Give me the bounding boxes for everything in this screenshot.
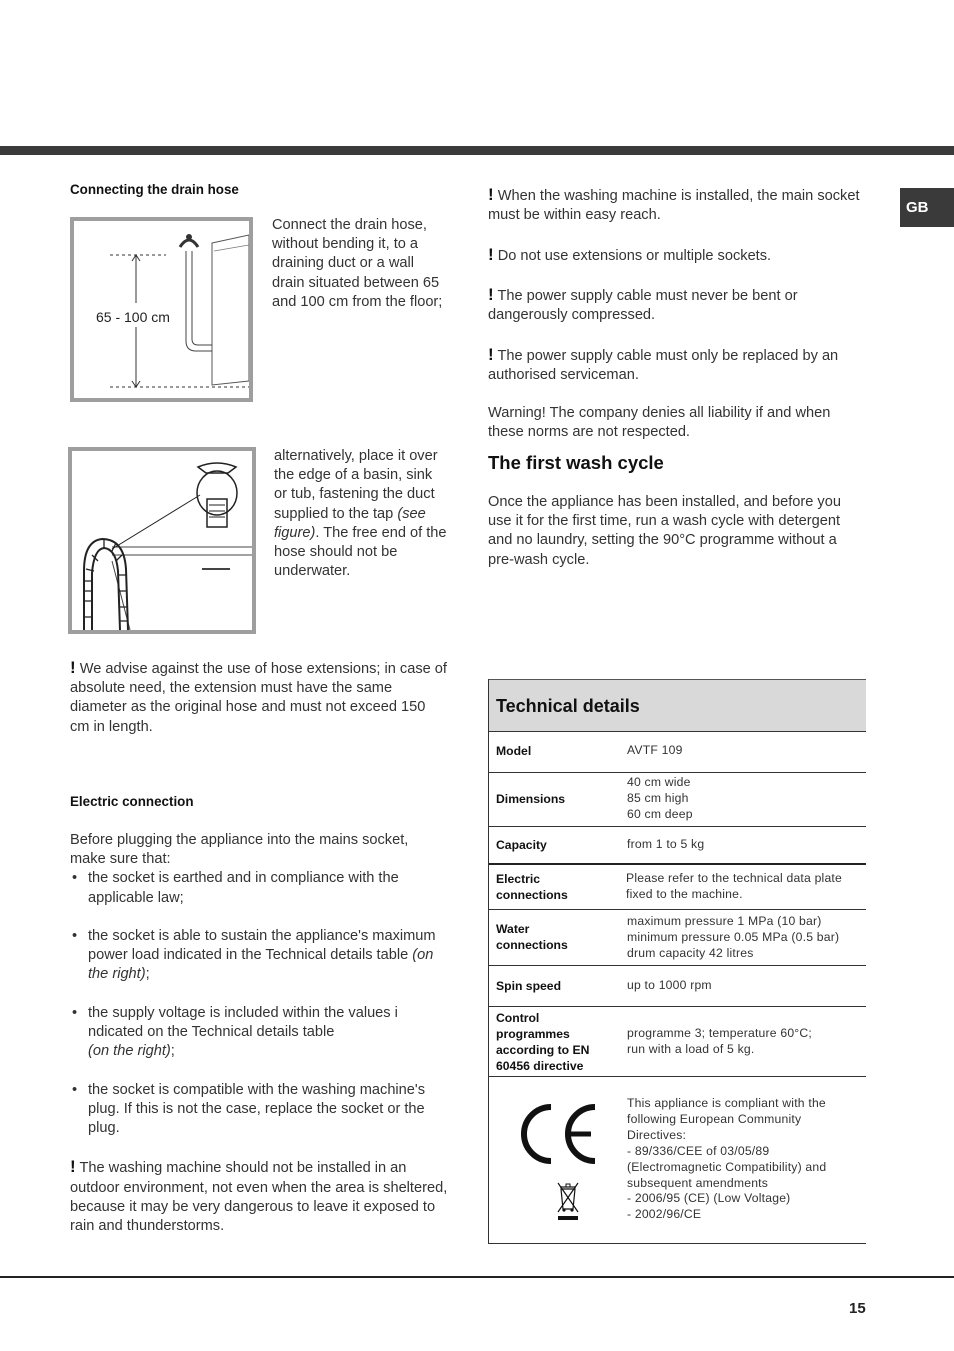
drain-heading: Connecting the drain hose bbox=[70, 182, 239, 197]
table-row-model bbox=[489, 732, 866, 773]
value-line: - 2002/96/CE bbox=[627, 1207, 702, 1222]
first-wash-text: Once the appliance has been installed, and before you use it for the first time, run a wash cycle with detergent and no laundry, setting the 90°C programme without a pre-wash cycle. bbox=[488, 494, 841, 568]
drain-duct-figure bbox=[70, 217, 253, 402]
value-line: minimum pressure 0.05 MPa (0.5 bar) bbox=[627, 929, 840, 944]
warning-mark: ! bbox=[488, 185, 494, 204]
hose-extension-warning-text: We advise against the use of hose extensions; in case of absolute need, the extension must have the same diameter as the original hose and must not exceed 150 cm in length. bbox=[70, 661, 447, 735]
row-label bbox=[496, 921, 611, 953]
safety-note-text: When the washing machine is installed, the main socket must be within easy reach. bbox=[488, 188, 860, 224]
row-value bbox=[627, 775, 862, 822]
first-wash-heading: The first wash cycle bbox=[488, 452, 664, 473]
row-value bbox=[627, 1026, 862, 1058]
outdoor-warning bbox=[70, 1157, 448, 1236]
safety-note bbox=[488, 285, 864, 325]
row-label: Model bbox=[496, 744, 532, 758]
drain-paragraph-2-end: . The free end of the hose should not be underwater. bbox=[274, 524, 447, 580]
safety-note-text: The power supply cable must never be bent or dangerously compressed. bbox=[488, 287, 798, 324]
checklist-item bbox=[70, 1004, 448, 1062]
row-value: AVTF 109 bbox=[627, 743, 683, 757]
see-figure-note: (see figure) bbox=[274, 505, 426, 541]
safety-note bbox=[488, 185, 864, 225]
hose-extension-warning bbox=[70, 658, 448, 737]
checklist-item: • the socket is compatible with the washing machine's plug. If this is not the case, replace the socket or the plug. bbox=[70, 1081, 448, 1139]
on-the-right-note: (on the right) bbox=[88, 1043, 171, 1060]
row-value: from 1 to 5 kg bbox=[627, 837, 705, 851]
outdoor-warning-text: The washing machine should not be installed in an outdoor environment, not even when the area is sheltered, because it may be very dangerous to leave it exposed to rain and thunderstorms. bbox=[70, 1160, 448, 1234]
row-label: Capacity bbox=[496, 838, 547, 852]
row-label bbox=[496, 1010, 611, 1074]
top-bar bbox=[0, 146, 954, 155]
value-line: (Electromagnetic Compatibility) and bbox=[627, 1159, 827, 1174]
electric-section bbox=[70, 831, 448, 1236]
value-line: Directives: bbox=[627, 1127, 687, 1142]
label-line: Electric bbox=[496, 872, 541, 886]
label-line: programmes bbox=[496, 1027, 570, 1041]
value-line: fixed to the machine. bbox=[626, 886, 743, 901]
checklist-item-text: the socket is able to sustain the appliance's maximum power load indicated in the Technical details table bbox=[88, 928, 436, 964]
value-line: 60 cm deep bbox=[627, 806, 693, 821]
height-range-label: 65 - 100 cm bbox=[96, 309, 170, 325]
value-line: subsequent amendments bbox=[627, 1175, 769, 1190]
row-value bbox=[626, 871, 861, 903]
drain-paragraph-2 bbox=[274, 447, 448, 581]
row-label: Spin speed bbox=[496, 979, 562, 993]
label-line: according to EN bbox=[496, 1043, 590, 1057]
page-number: 15 bbox=[849, 1300, 866, 1317]
table-row-control bbox=[489, 1007, 866, 1077]
warning-mark: ! bbox=[488, 244, 494, 264]
warning-mark: ! bbox=[488, 344, 494, 364]
safety-note bbox=[488, 245, 864, 266]
value-line: 40 cm wide bbox=[627, 775, 691, 789]
technical-details-title: Technical details bbox=[489, 679, 866, 732]
value-line: - 89/336/CEE of 03/05/89 bbox=[627, 1143, 770, 1158]
value-line: 85 cm high bbox=[627, 790, 689, 805]
on-the-right-note: (on the right) bbox=[88, 947, 434, 983]
row-value bbox=[627, 914, 862, 961]
value-line: maximum pressure 1 MPa (10 bar) bbox=[627, 914, 822, 928]
label-line: connections bbox=[496, 938, 568, 952]
safety-note bbox=[488, 345, 864, 385]
value-line: This appliance is compliant with the bbox=[627, 1096, 826, 1110]
drain-paragraph-1: Connect the drain hose, without bending it, to a draining duct or a wall drain situated between 65 and 100 cm from the floor; bbox=[272, 217, 443, 310]
value-line: following European Community bbox=[627, 1111, 802, 1126]
language-tab: GB bbox=[900, 188, 954, 227]
table-row-capacity bbox=[489, 827, 866, 865]
checklist-item-end: ; bbox=[145, 966, 150, 983]
row-label bbox=[496, 871, 611, 903]
table-row-dimensions bbox=[489, 773, 866, 827]
checklist-item: • the socket is earthed and in compliance with the applicable law; bbox=[70, 869, 448, 907]
label-line: Control bbox=[496, 1011, 540, 1025]
liability-warning: Warning! The company denies all liability if and when these norms are not respected. bbox=[488, 405, 831, 441]
label-line: Water bbox=[496, 922, 530, 936]
footer-rule bbox=[0, 1276, 954, 1278]
weee-bin-icon bbox=[557, 1181, 579, 1221]
basin-illustration bbox=[72, 451, 252, 630]
row-value: up to 1000 rpm bbox=[627, 978, 712, 992]
table-row-electric bbox=[489, 865, 866, 910]
value-line: programme 3; temperature 60°C; bbox=[627, 1026, 812, 1040]
ce-mark-icon bbox=[517, 1103, 599, 1165]
value-line: run with a load of 5 kg. bbox=[627, 1041, 755, 1056]
table-row-spin bbox=[489, 966, 866, 1007]
warning-mark: ! bbox=[70, 1157, 76, 1177]
value-line: - 2006/95 (CE) (Low Voltage) bbox=[627, 1191, 791, 1206]
checklist-item-text: the supply voltage is included within the values i ndicated on the Technical details table bbox=[88, 1004, 398, 1040]
electric-intro: Before plugging the appliance into the mains socket, make sure that: bbox=[70, 832, 409, 868]
checklist-item bbox=[70, 927, 448, 985]
value-line: drum capacity 42 litres bbox=[627, 945, 754, 960]
table-row-compliance bbox=[489, 1077, 866, 1244]
electric-heading: Electric connection bbox=[70, 794, 194, 809]
drain-paragraph-2-text: alternatively, place it over the edge of a basin, sink or tub, fastening the duct supplied to the tap bbox=[274, 448, 438, 522]
safety-notes bbox=[488, 185, 864, 443]
value-line: Please refer to the technical data plate bbox=[626, 871, 842, 885]
basin-figure bbox=[68, 447, 256, 634]
row-label: Dimensions bbox=[496, 792, 566, 806]
compliance-text bbox=[627, 1096, 862, 1223]
safety-note-text: Do not use extensions or multiple sockets. bbox=[493, 247, 772, 264]
checklist-item-end: ; bbox=[170, 1043, 175, 1060]
table-row-water bbox=[489, 910, 866, 966]
safety-note-text: The power supply cable must only be replaced by an authorised serviceman. bbox=[488, 347, 839, 383]
label-line: connections bbox=[496, 888, 568, 902]
technical-details-table bbox=[488, 679, 866, 1244]
warning-mark: ! bbox=[488, 284, 494, 304]
electric-checklist bbox=[70, 869, 448, 1138]
label-line: 60456 directive bbox=[496, 1059, 584, 1073]
warning-mark: ! bbox=[70, 658, 76, 677]
